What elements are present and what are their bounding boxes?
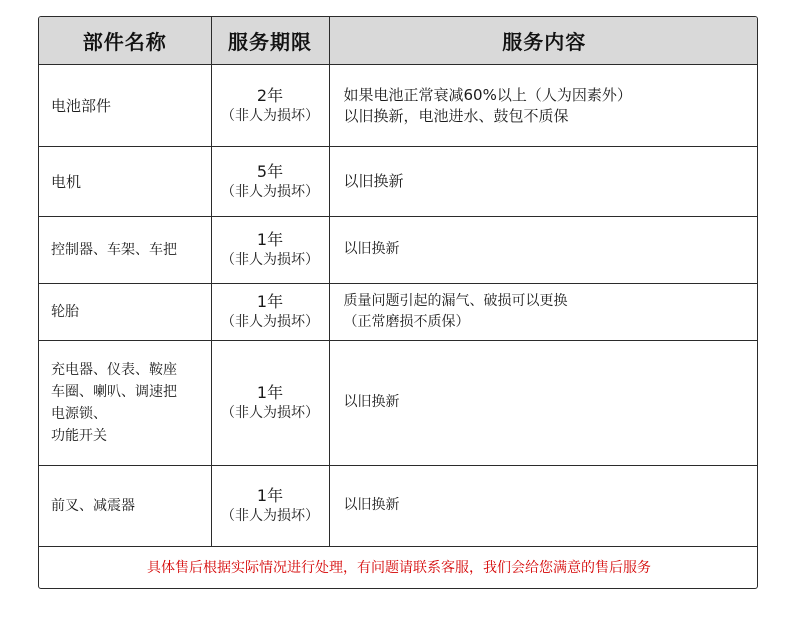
- service-content-line: 如果电池正常衰减60%以上（人为因素外）: [343, 85, 632, 104]
- table-row: [39, 465, 758, 546]
- part-name: 电池部件: [51, 96, 112, 115]
- table-row: [39, 216, 758, 283]
- service-content-cell: [329, 465, 758, 546]
- table-row: [39, 147, 758, 216]
- period-years: 1年: [256, 382, 284, 402]
- service-content-line: 质量问题引起的漏气、破损可以更换: [343, 293, 568, 309]
- service-content-line: 以旧换新: [343, 394, 400, 411]
- part-name: 控制器、车架、车把: [51, 241, 177, 258]
- period-note: （非人为损坏）: [221, 507, 319, 524]
- period-note: （非人为损坏）: [221, 404, 319, 421]
- period-note: （非人为损坏）: [221, 107, 319, 124]
- header-service-period: 服务期限: [211, 17, 329, 65]
- part-name-cell: [39, 65, 211, 147]
- period-note: （非人为损坏）: [221, 183, 319, 200]
- period-note: （非人为损坏）: [221, 251, 319, 268]
- part-name: 功能开关: [51, 427, 107, 444]
- service-content-cell: [329, 341, 758, 465]
- part-name-cell: [39, 465, 211, 546]
- warranty-table-container: [38, 16, 758, 589]
- service-period-cell: [211, 216, 329, 283]
- period-note: （非人为损坏）: [221, 314, 319, 330]
- warranty-table: [39, 17, 758, 588]
- period-years: 1年: [256, 292, 284, 311]
- service-content-line: （正常磨损不质保）: [343, 314, 470, 330]
- part-name: 车圈、喇叭、调速把: [51, 383, 177, 400]
- service-content-cell: [329, 216, 758, 283]
- part-name-cell: [39, 341, 211, 465]
- service-period-cell: [211, 465, 329, 546]
- header-part-name: 部件名称: [39, 17, 211, 65]
- table-row: [39, 65, 758, 147]
- part-name: 轮胎: [51, 304, 79, 320]
- table-row: [39, 283, 758, 340]
- period-years: 1年: [256, 229, 284, 249]
- header-row: [39, 17, 758, 65]
- service-content-cell: [329, 65, 758, 147]
- service-period-cell: [211, 65, 329, 147]
- service-content-line: 以旧换新: [343, 241, 400, 258]
- period-years: 5年: [256, 161, 284, 181]
- service-period-cell: [211, 283, 329, 340]
- table-row: [39, 341, 758, 465]
- footer-note: 具体售后根据实际情况进行处理，有问题请联系客服，我们会给您满意的售后服务: [39, 546, 758, 588]
- footer-row: [39, 546, 758, 588]
- service-period-cell: [211, 341, 329, 465]
- period-years: 1年: [256, 485, 284, 505]
- service-content-cell: [329, 147, 758, 216]
- service-content-line: 以旧换新: [343, 497, 400, 514]
- part-name: 电机: [51, 172, 82, 191]
- part-name: 前叉、减震器: [51, 497, 135, 514]
- part-name: 充电器、仪表、鞍座: [51, 361, 177, 378]
- part-name-cell: [39, 216, 211, 283]
- period-years: 2年: [256, 85, 284, 105]
- header-service-content: 服务内容: [329, 17, 758, 65]
- part-name: 电源锁、: [51, 405, 107, 422]
- part-name-cell: [39, 283, 211, 340]
- service-content-line: 以旧换新: [343, 172, 404, 191]
- service-period-cell: [211, 147, 329, 216]
- part-name-cell: [39, 147, 211, 216]
- service-content-line: 以旧换新，电池进水、鼓包不质保: [343, 106, 569, 125]
- service-content-cell: [329, 283, 758, 340]
